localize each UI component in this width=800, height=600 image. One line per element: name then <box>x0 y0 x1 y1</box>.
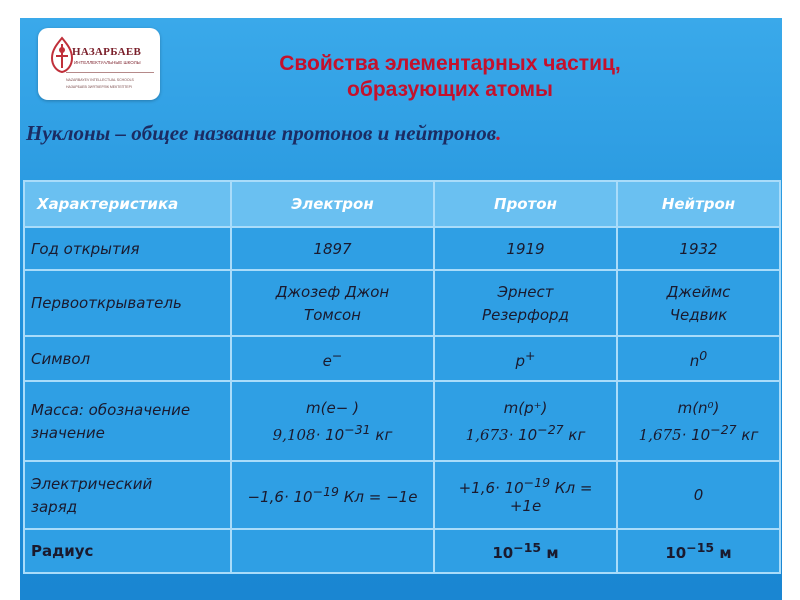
symbol-electron-base: e <box>322 351 332 370</box>
slide <box>20 18 782 600</box>
radius-proton-base: 10 <box>492 544 514 562</box>
discoverer-neutron-line-1: Джеймс <box>666 282 731 301</box>
header-characteristic: Характеристика <box>24 181 231 227</box>
mass-electron-unit: кг <box>375 425 393 444</box>
discoverer-neutron <box>617 270 780 336</box>
header-proton: Протон <box>434 181 617 227</box>
slide-title <box>210 51 690 103</box>
charge-electron-post: Кл = −1е <box>343 488 418 506</box>
row-label-radius: Радиус <box>24 529 231 573</box>
mass-neutron-ten: · 10 <box>681 425 711 444</box>
symbol-neutron-base: n <box>689 351 700 370</box>
discoverer-proton-line-2: Резерфорд <box>482 305 569 324</box>
row-label-mass-line-1: Масса: обозначение <box>31 400 191 419</box>
radius-neutron-base: 10 <box>665 544 687 562</box>
charge-proton-exp: −19 <box>523 475 551 490</box>
mass-neutron-unit: кг <box>741 425 759 444</box>
charge-proton-post: Кл = +1е <box>509 479 593 515</box>
radius-neutron-exp: −15 <box>686 540 715 555</box>
symbol-neutron-sup: 0 <box>699 347 708 363</box>
table-row-discoverer <box>24 270 780 336</box>
charge-electron <box>231 461 434 529</box>
year-neutron: 1932 <box>617 227 780 270</box>
row-label-charge-line-2: заряд <box>31 497 78 516</box>
table-row-mass <box>24 381 780 461</box>
charge-proton-ten: · 10 <box>495 479 524 497</box>
mass-electron-coef: 9,108 <box>272 425 316 444</box>
school-logo <box>38 28 160 100</box>
mass-electron-notation: m(e− ) <box>306 398 359 417</box>
table-row-charge <box>24 461 780 529</box>
subtitle-dot: . <box>496 121 502 145</box>
discoverer-neutron-line-2: Чедвик <box>669 305 728 324</box>
discoverer-electron-line-2: Томсон <box>304 305 361 324</box>
mass-electron-value <box>238 422 427 444</box>
table-row-year <box>24 227 780 270</box>
mass-neutron-coef: 1,675 <box>638 425 682 444</box>
charge-electron-ten: · 10 <box>283 488 313 506</box>
mass-neutron-notation: m(n⁰) <box>677 398 720 417</box>
row-label-mass <box>24 381 231 461</box>
symbol-proton-base: p <box>515 351 526 370</box>
symbol-proton <box>434 336 617 381</box>
logo-divider <box>66 72 154 73</box>
charge-proton <box>434 461 617 529</box>
symbol-electron-sup: − <box>331 347 343 363</box>
mass-proton-unit: кг <box>568 425 586 444</box>
mass-proton-coef: 1,673 <box>465 425 509 444</box>
radius-proton <box>434 529 617 573</box>
mass-proton-value <box>441 422 610 444</box>
header-neutron: Нейтрон <box>617 181 780 227</box>
row-label-year: Год открытия <box>24 227 231 270</box>
discoverer-proton-line-1: Эрнест <box>497 282 554 301</box>
mass-neutron <box>617 381 780 461</box>
logo-foot-en: NAZARBAYEV INTELLECTUAL SCHOOLS <box>66 78 134 82</box>
mass-neutron-exp: −27 <box>710 421 737 437</box>
row-label-mass-line-2: значение <box>31 423 105 442</box>
row-label-charge <box>24 461 231 529</box>
radius-proton-unit: м <box>546 544 559 562</box>
slide-subtitle <box>26 121 776 146</box>
discoverer-proton <box>434 270 617 336</box>
slide-title-line-2: образующих атомы <box>347 78 553 101</box>
radius-neutron-unit: м <box>719 544 732 562</box>
year-proton: 1919 <box>434 227 617 270</box>
mass-proton-notation: m(p⁺) <box>503 398 548 417</box>
radius-electron <box>231 529 434 573</box>
symbol-neutron <box>617 336 780 381</box>
row-label-charge-line-1: Электрический <box>31 474 153 493</box>
slide-title-line-1: Свойства элементарных частиц, <box>279 52 621 75</box>
table-header-row <box>24 181 780 227</box>
mass-proton-exp: −27 <box>537 421 564 437</box>
table-row-symbol <box>24 336 780 381</box>
mass-electron-exp: −31 <box>344 421 371 437</box>
symbol-electron <box>231 336 434 381</box>
row-label-symbol: Символ <box>24 336 231 381</box>
logo-subtitle: ИНТЕЛЛЕКТУАЛЬНЫЕ ШКОЛЫ <box>74 60 141 65</box>
charge-neutron <box>617 461 780 529</box>
radius-proton-exp: −15 <box>513 540 542 555</box>
table-row-radius <box>24 529 780 573</box>
charge-neutron-pre: 0 <box>693 486 704 504</box>
radius-neutron <box>617 529 780 573</box>
logo-foot-kz: НАЗАРБАЕВ ЗИЯТКЕРЛІК МЕКТЕПТЕРІ <box>66 85 132 89</box>
subtitle-text: Нуклоны – общее название протонов и нейтронов <box>26 121 497 145</box>
logo-name: НАЗАРБАЕВ <box>72 46 142 58</box>
symbol-proton-sup: + <box>525 347 536 363</box>
year-electron: 1897 <box>231 227 434 270</box>
discoverer-electron-line-1: Джозеф Джон <box>275 282 390 301</box>
header-electron: Электрон <box>231 181 434 227</box>
mass-electron <box>231 381 434 461</box>
mass-proton-ten: · 10 <box>508 425 538 444</box>
mass-proton <box>434 381 617 461</box>
charge-electron-exp: −19 <box>312 484 339 499</box>
particle-properties-table <box>23 180 781 574</box>
charge-proton-pre: +1,6 <box>458 479 496 497</box>
charge-electron-pre: −1,6 <box>247 488 284 506</box>
mass-electron-ten: · 10 <box>315 425 345 444</box>
row-label-discoverer: Первооткрыватель <box>24 270 231 336</box>
mass-neutron-value <box>624 422 773 444</box>
discoverer-electron <box>231 270 434 336</box>
